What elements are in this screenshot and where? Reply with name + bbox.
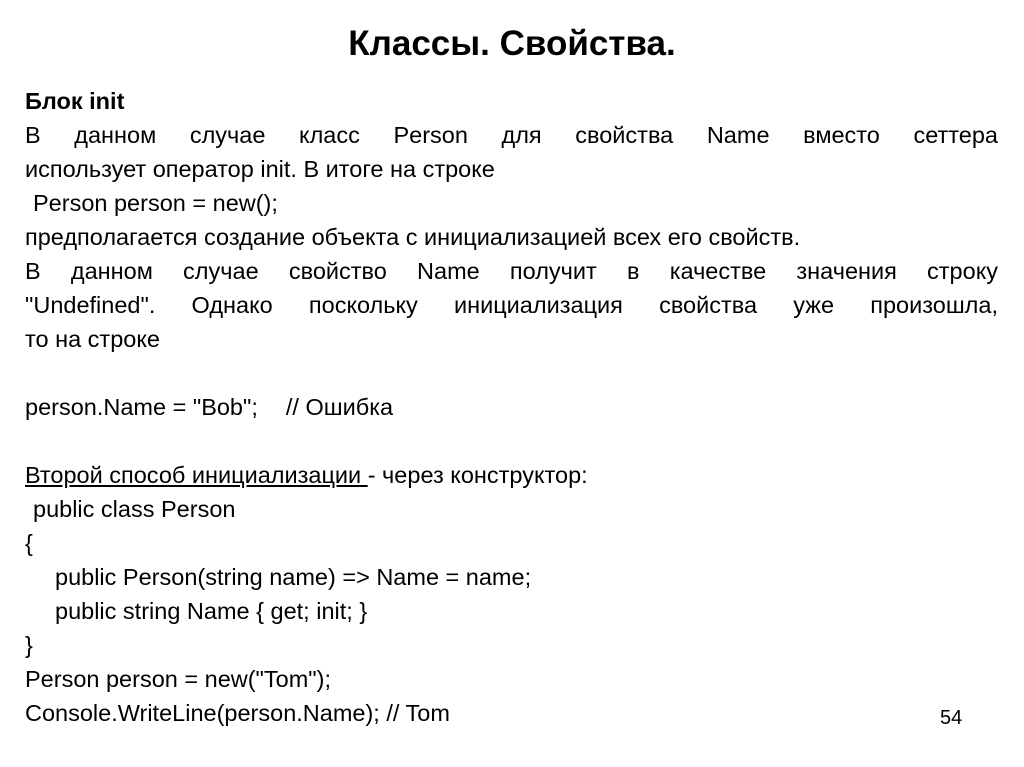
paragraph-line: В данном случае класс Person для свойства Name вместо сеттера [25,122,998,148]
paragraph-line: предполагается создание объекта с инициализацией всех его свойств. [25,224,801,250]
code-line: public class Person [33,496,236,522]
slide-content [25,84,998,730]
blank-line [25,424,998,458]
error-comment: // Ошибка [285,394,394,420]
error-code-line [25,390,998,424]
paragraph-line: использует оператор init. В итоге на строке [25,156,495,182]
paragraph-line: "Undefined". Однако поскольку инициализация свойства уже произошла, [25,292,998,318]
code-line: public string Name { get; init; } [55,598,368,624]
code-line: { [25,530,33,556]
page-number: 54 [940,707,963,729]
code-line: Person person = new("Tom"); [25,666,331,692]
paragraph-line: то на строке [25,326,160,352]
section-heading: Блок init [25,88,125,114]
paragraph-line: В данном случае свойство Name получит в качестве значения строку [25,258,998,284]
second-way-text: - через конструктор: [367,462,588,488]
slide-title: Классы. Свойства. [348,24,676,63]
blank-line [25,356,998,390]
second-way-line [25,458,998,492]
code-line: public Person(string name) => Name = name; [55,564,532,590]
second-way-link: Второй способ инициализации [25,462,368,488]
code-line: Console.WriteLine(person.Name); // Tom [25,700,450,726]
error-code: person.Name = "Bob"; [25,394,258,420]
code-line: Person person = new(); [33,190,278,216]
code-line: } [25,632,33,658]
